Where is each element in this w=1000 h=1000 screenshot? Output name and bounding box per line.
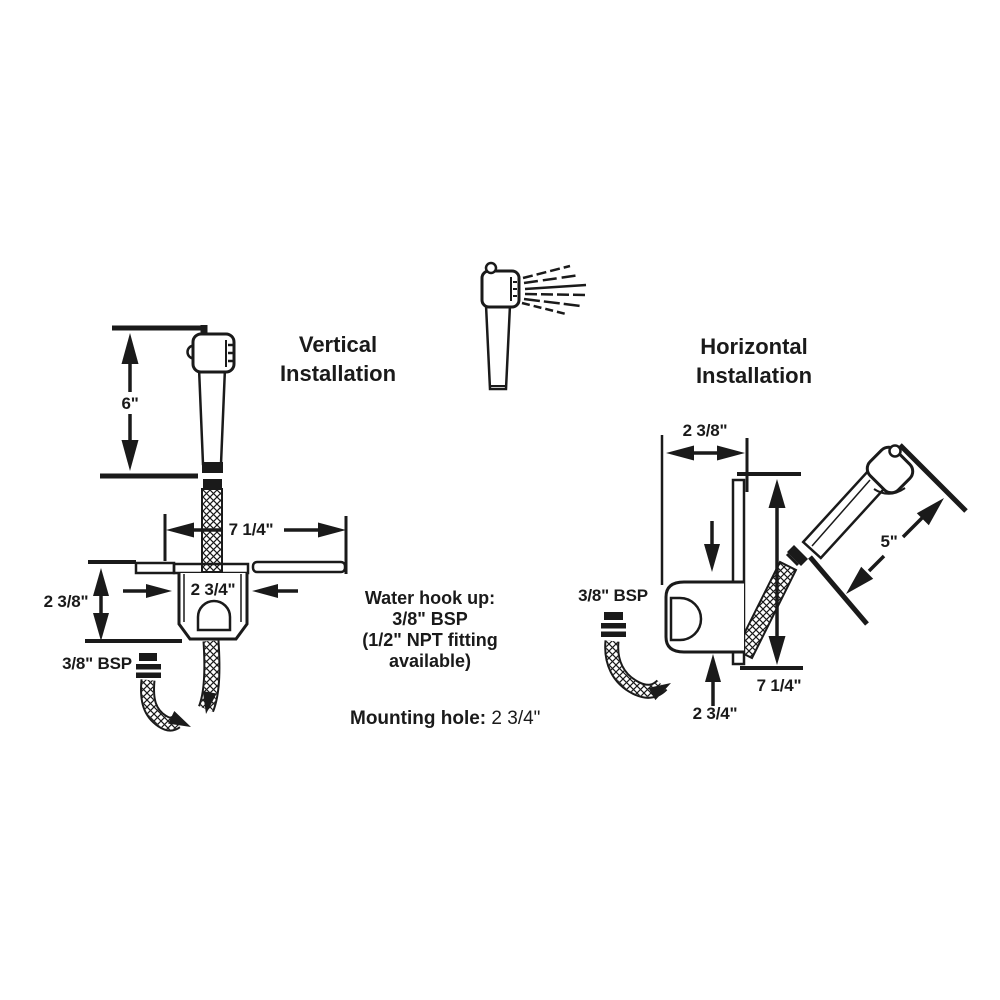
cup-arch-detail: [671, 598, 701, 640]
mounting-hole-note: [350, 708, 540, 730]
dim-clearance-height-label: 6": [121, 394, 139, 413]
title-line2: Installation: [279, 361, 397, 386]
horizontal-installation-drawing: [601, 435, 966, 706]
arrow-right-inward: [146, 584, 172, 598]
dim-cup-depth-label: 2 3/8": [682, 421, 728, 440]
mounting-hole-value: 2 3/4": [491, 708, 541, 729]
arrow-down: [769, 636, 786, 665]
base-plane-line: [810, 557, 867, 624]
arrow-down-small: [93, 613, 109, 641]
water-hookup-line4: available): [388, 651, 472, 671]
arrow-up: [122, 333, 139, 364]
vertical-installation-title: [242, 330, 434, 388]
bsp-fitting-top: [604, 612, 623, 620]
open-lid: [253, 562, 345, 572]
arrow-left-inward: [252, 584, 278, 598]
water-hookup-note: [352, 588, 508, 672]
dim-flange-width-label: 7 1/4": [228, 520, 274, 539]
dim-flange-height-label: 7 1/4": [756, 676, 802, 695]
arrow-down: [122, 440, 139, 471]
title-line1: Vertical: [298, 332, 378, 357]
title-line1: Horizontal: [700, 334, 808, 359]
bsp-fitting-label: 3/8" BSP: [578, 586, 648, 605]
sprayer-head: [193, 334, 234, 372]
sprayer-handle: [486, 305, 510, 389]
spray-lines: [522, 266, 587, 314]
horizontal-installation-title: [658, 332, 850, 390]
arrow-down-at-cup: [704, 544, 720, 572]
hose-coupler-band: [203, 479, 222, 488]
water-hookup-line3: (1/2" NPT fitting: [362, 630, 498, 650]
bsp-fitting-top: [139, 653, 157, 661]
bsp-fitting-label: 3/8" BSP: [62, 654, 132, 673]
sprayer-handle: [199, 368, 225, 464]
cup-arch-detail: [198, 601, 230, 630]
handle-end-band: [202, 462, 223, 473]
arrow-left: [666, 446, 694, 461]
arrow-right: [318, 523, 346, 538]
center-sprayer-drawing: [482, 263, 587, 389]
sprayer-handle: [803, 472, 885, 558]
flange-tab: [136, 563, 174, 573]
dim-cup-depth-label: 2 3/8": [43, 592, 89, 611]
dim-mounting-hole-label: 2 3/4": [190, 580, 236, 599]
mounting-hole-label: Mounting hole:: [350, 708, 487, 729]
arrow-up: [769, 479, 786, 508]
dim-mounting-hole-label: 2 3/4": [692, 704, 738, 723]
dim-diagonal-clearance-label: 5": [880, 532, 898, 551]
water-hookup-line1: Water hook up:: [364, 588, 496, 608]
arrow-up-small: [93, 568, 109, 596]
water-hookup-line2: 3/8" BSP: [392, 609, 468, 629]
title-line2: Installation: [695, 363, 813, 388]
arrow-up-at-cup: [705, 654, 721, 682]
arrow-left: [166, 523, 194, 538]
arrow-right: [717, 446, 745, 461]
hang-ring: [486, 263, 496, 273]
